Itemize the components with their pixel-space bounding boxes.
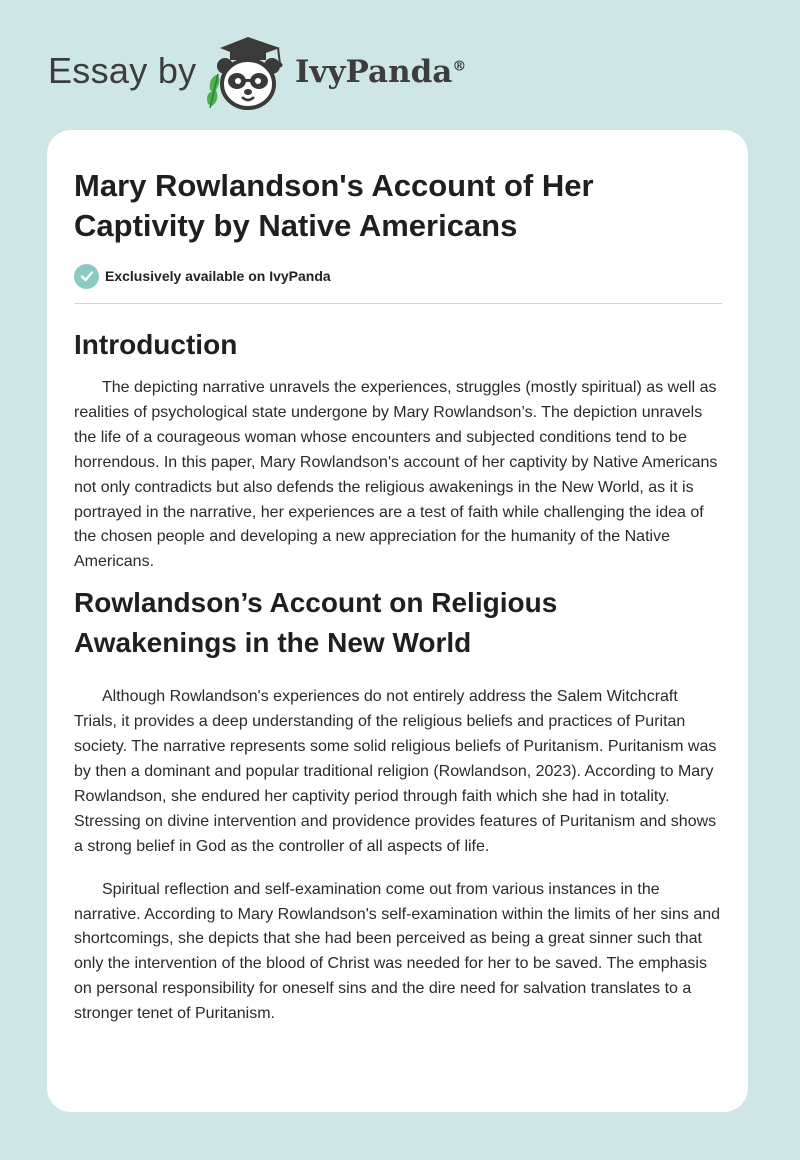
check-circle-icon [74, 264, 99, 289]
essay-card [47, 130, 748, 1112]
article-body [74, 322, 724, 1027]
site-brand[interactable] [48, 34, 508, 114]
paragraph: Spiritual reflection and self-examination come out from various instances in the narrative. According to Mary Rowlandson's self-examination within the limits of her sins and shortcomings, she depicts that she had been perceived as being a great sinner such that only the intervention of the blood of Christ was needed for her to be saved. The emphasis on personal responsibility for oneself sins and the dire need for salvation translates to a stronger tenet of Puritanism. [74, 880, 721, 1023]
exclusive-badge [74, 263, 331, 289]
paragraph: Although Rowlandson's experiences do not entirely address the Salem Witchcraft Trials, it provides a deep understanding of the religious beliefs and practices of Puritan society. The narrative represents some solid religious beliefs of Puritanism. Puritanism was by then a dominant and popular traditional religion (Rowlandson, 2023). According to Mary Rowlandson, she endured her captivity period through faith which she had in totality. Stressing on divine intervention and providence provides features of Puritanism and shows a strong belief in God as the controller of all aspects of life. [74, 688, 717, 855]
paragraph: The depicting narrative unravels the experiences, struggles (mostly spiritual) as well as realities of psychological state undergone by Mary Rowlandson’s. The depiction unravels the life of a courageous woman whose encounters and subjected conditions tend to be horrendous. In this paper, Mary Rowlandson's account of her captivity by Native Americans not only contradicts but also defends the religious awakenings in the New World, as it is portrayed in the narrative, her experiences are a test of faith while challenging the idea of the chosen people and developing a new appreciation for the humanity of the Native Americans. [74, 379, 718, 571]
badge-label: Exclusively available on IvyPanda [105, 268, 331, 284]
section-heading-introduction: Introduction [74, 329, 238, 360]
divider [74, 303, 722, 304]
section-heading-religious-awakenings: Rowlandson’s Account on Religious Awakenings in the New World [74, 587, 558, 659]
panda-graduate-logo-icon [200, 34, 290, 114]
brand-prefix: Essay by [48, 50, 197, 91]
page-title: Mary Rowlandson's Account of Her Captivity by Native Americans [74, 168, 594, 243]
brand-name: IvyPanda® [295, 54, 467, 90]
